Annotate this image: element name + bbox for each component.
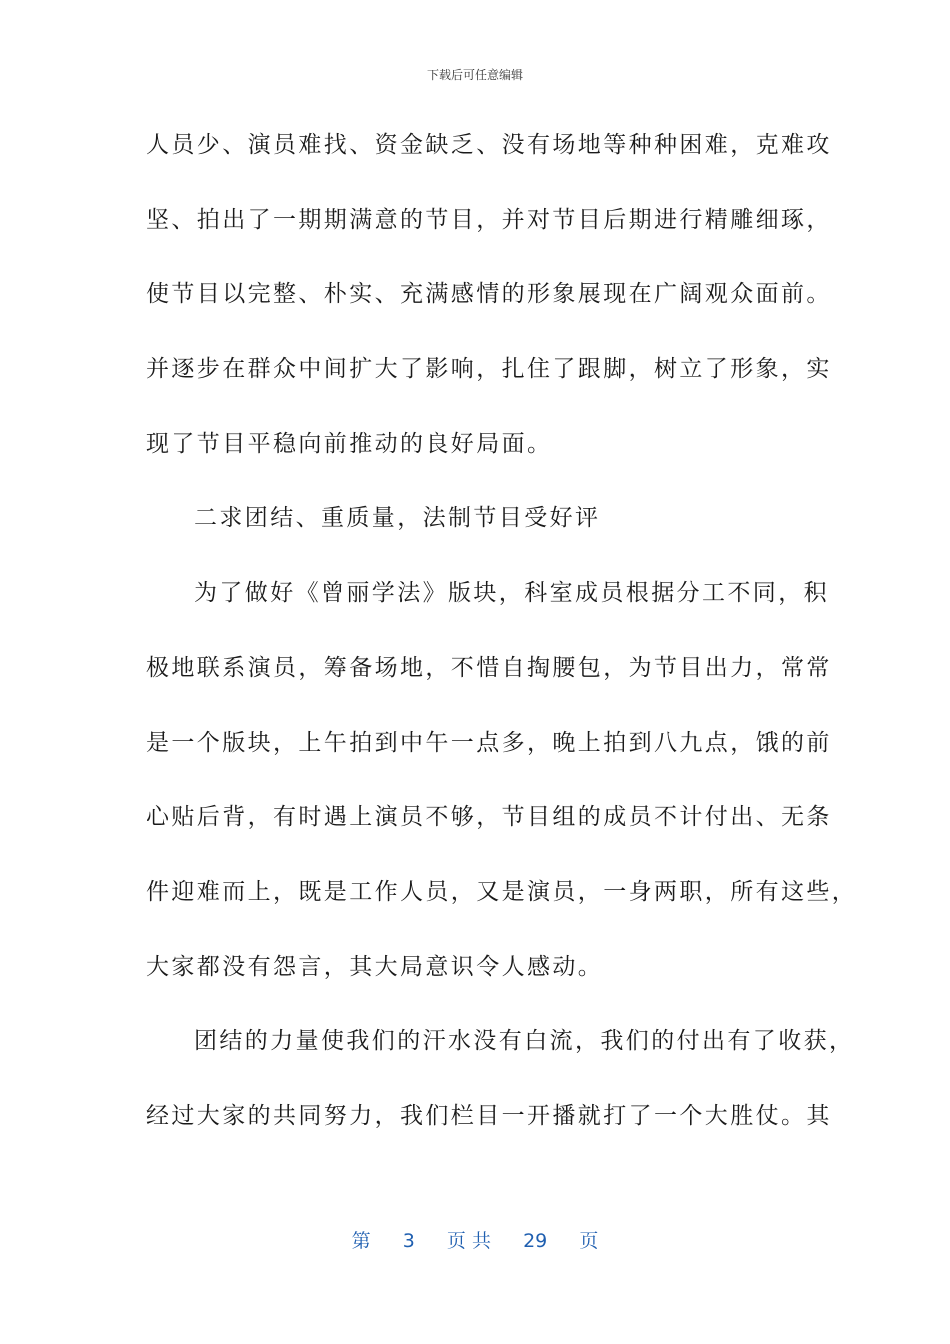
page-header: 下载后可任意编辑 xyxy=(426,68,523,82)
text-line: 经过大家的共同努力，我们栏目一开播就打了一个大胜仗。其 xyxy=(146,1102,832,1129)
text-line: 团结的力量使我们的汗水没有白流，我们的付出有了收获， xyxy=(194,1028,855,1055)
text-line: 为了做好《曾丽学法》版块，科室成员根据分工不同，积 xyxy=(194,580,829,607)
text-line: 并逐步在群众中间扩大了影响，扎住了跟脚，树立了形象，实 xyxy=(146,356,832,383)
text-line: 使节目以完整、朴实、充满感情的形象展现在广阔观众面前。 xyxy=(146,281,832,308)
text-line: 现了节目平稳向前推动的良好局面。 xyxy=(146,430,553,457)
text-line: 心贴后背，有时遇上演员不够，节目组的成员不计付出、无条 xyxy=(146,804,832,831)
footer-prefix: 第 xyxy=(351,1230,371,1252)
page-footer xyxy=(0,1226,950,1253)
text-line: 件迎难而上，既是工作人员，又是演员，一身两职，所有这些， xyxy=(146,878,858,905)
text-line: 大家都没有怨言，其大局意识令人感动。 xyxy=(146,953,604,980)
text-line: 人员少、演员难找、资金缺乏、没有场地等种种困难，克难攻 xyxy=(146,132,832,158)
total-pages-number: 29 xyxy=(523,1230,548,1252)
text-line: 极地联系演员，筹备场地，不惜自掏腰包，为节目出力，常常 xyxy=(146,654,832,681)
text-line: 是一个版块，上午拍到中午一点多，晚上拍到八九点，饿的前 xyxy=(146,729,832,756)
section-heading: 二求团结、重质量，法制节目受好评 xyxy=(194,505,601,532)
current-page-number: 3 xyxy=(402,1230,415,1252)
document-body xyxy=(146,122,858,1168)
footer-suffix: 页 xyxy=(579,1230,599,1252)
text-line: 坚、拍出了一期期满意的节目，并对节目后期进行精雕细琢， xyxy=(146,206,832,233)
footer-middle: 页 共 xyxy=(446,1230,491,1252)
